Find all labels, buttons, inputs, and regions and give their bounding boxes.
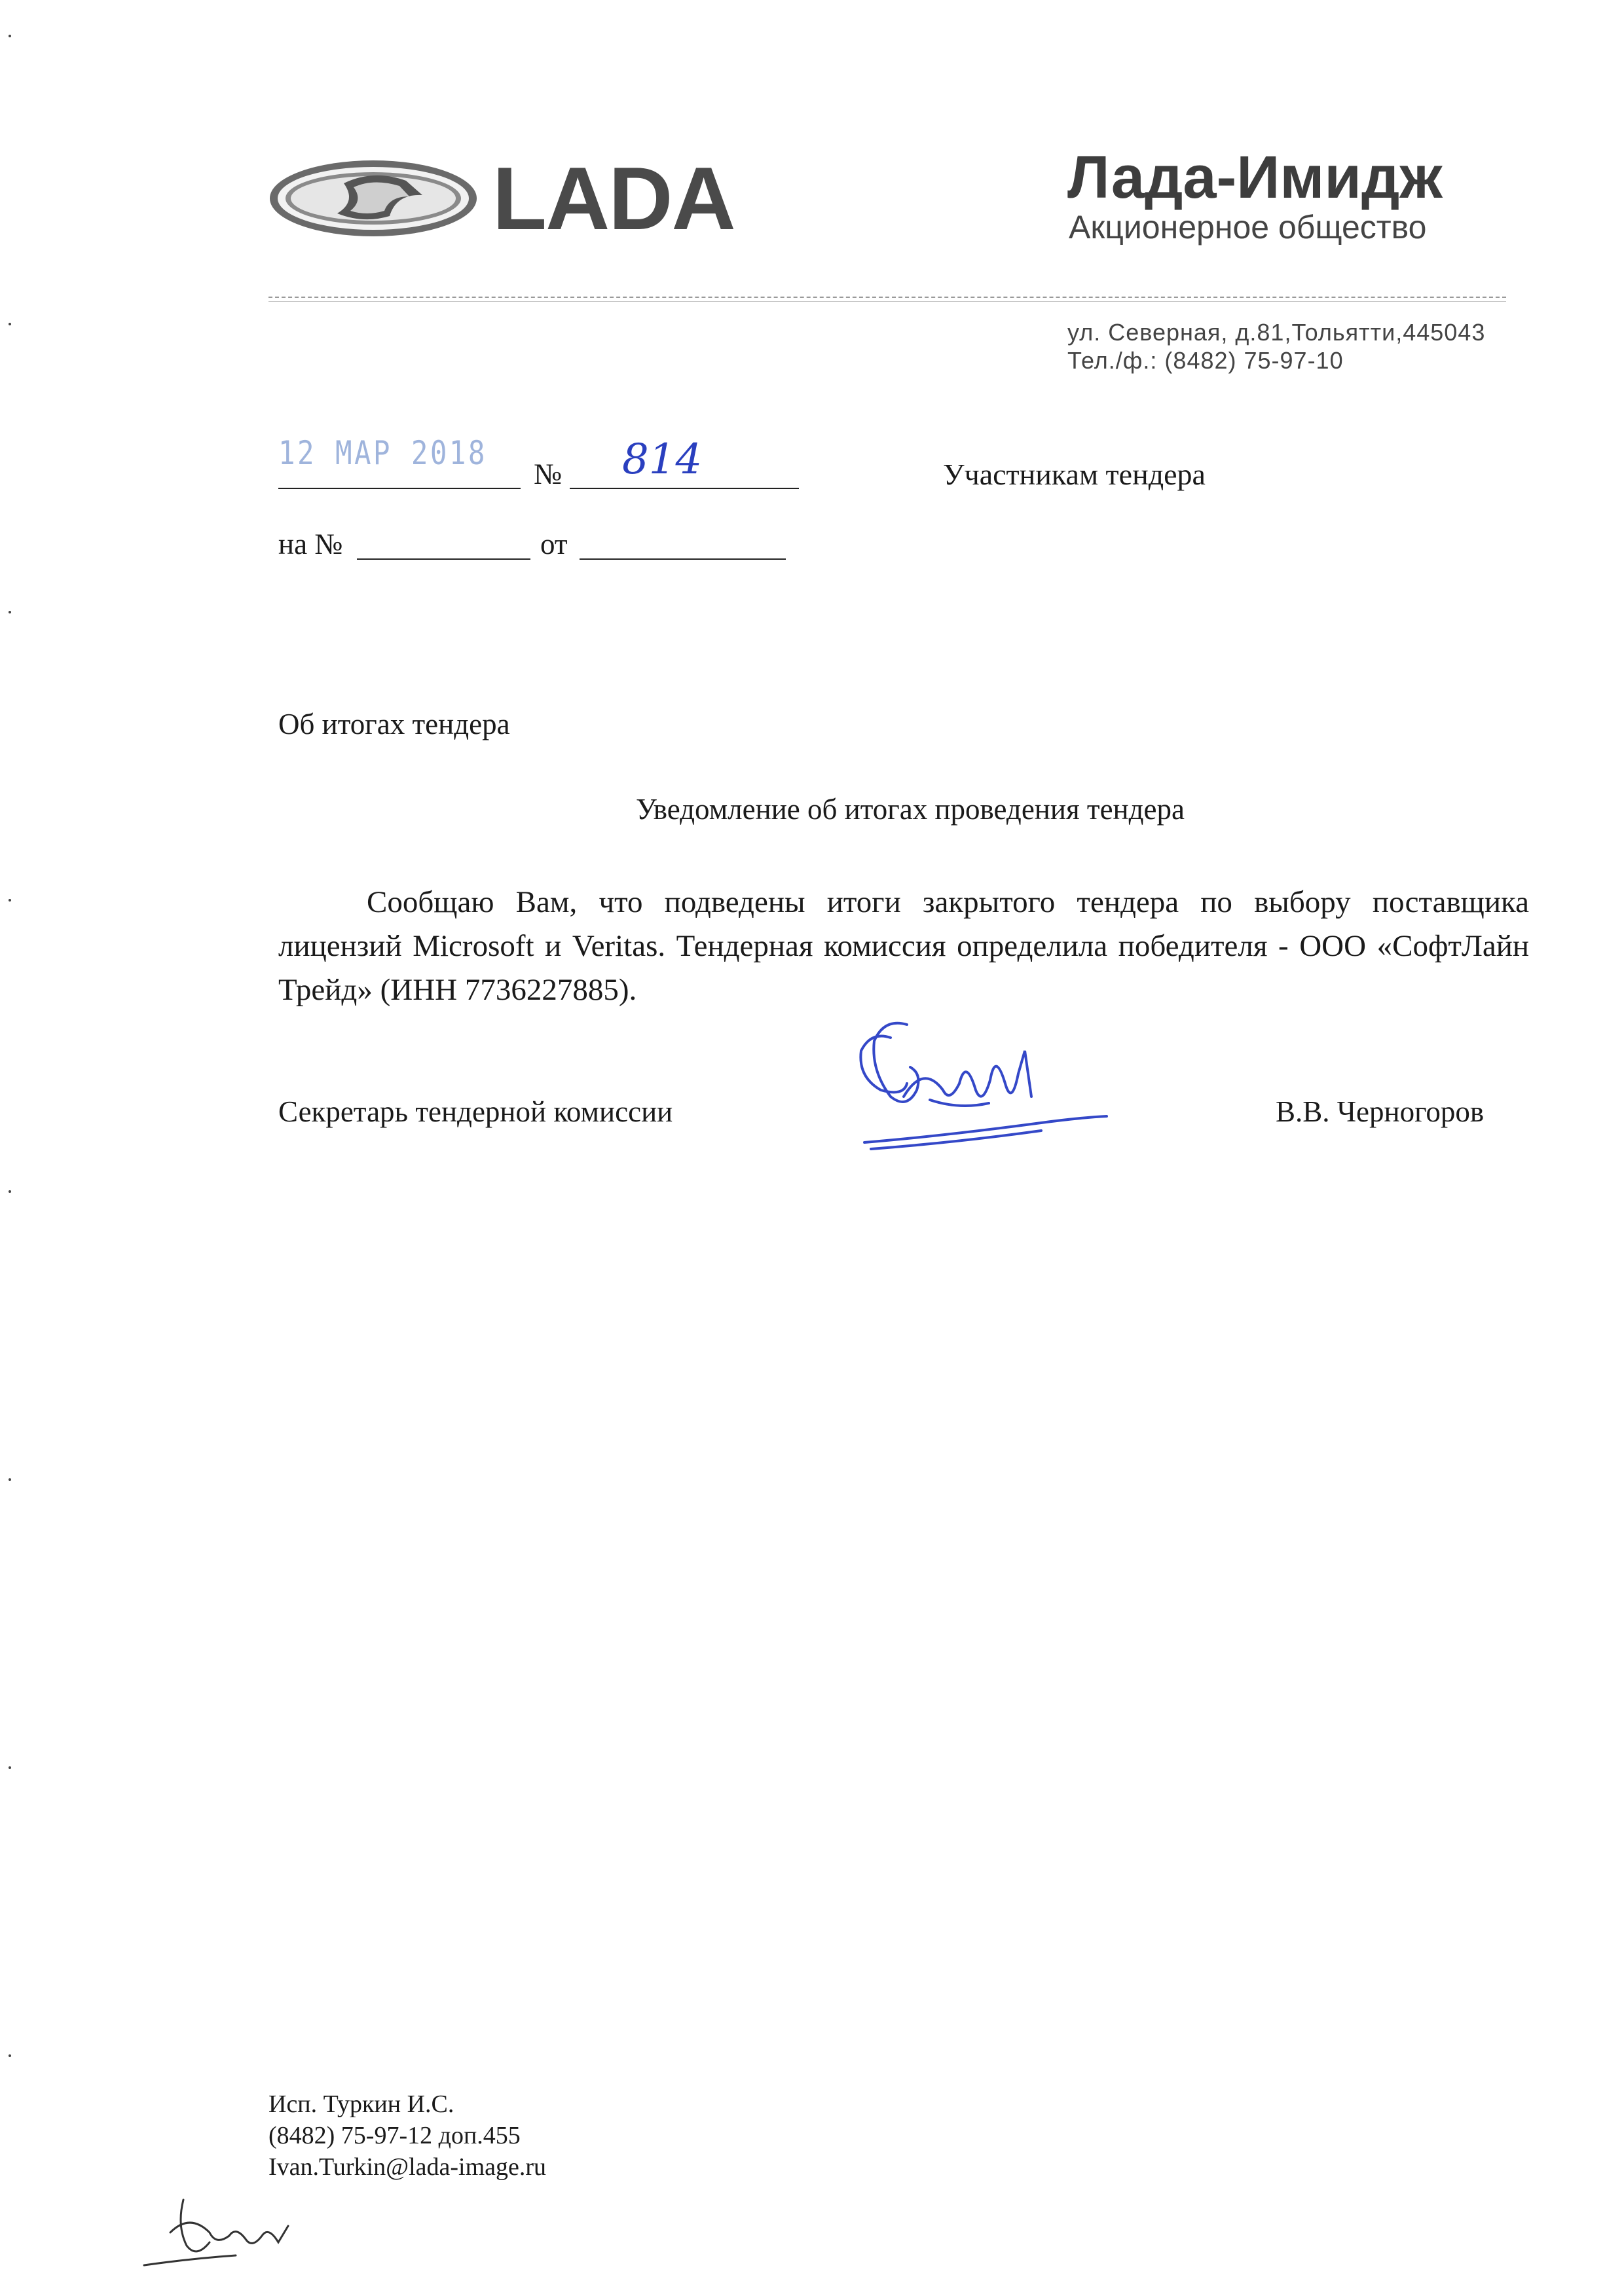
handwritten-signature [845, 1011, 1120, 1185]
company-phone: Тел./ф.: (8482) 75-97-10 [1067, 347, 1344, 374]
scan-mark [8, 1761, 12, 1765]
date-stamp: 12 МАР 2018 [278, 434, 487, 472]
executor-phone: (8482) 75-97-12 доп.455 [268, 2122, 521, 2149]
in-reply-from-label: от [540, 528, 568, 560]
signer-name: В.В. Черногоров [1276, 1095, 1485, 1128]
letter-subject: Об итогах тендера [278, 708, 510, 740]
company-type: Акционерное общество [1069, 209, 1427, 246]
executor-email: Ivan.Turkin@lada-image.ru [268, 2153, 547, 2181]
scan-mark [8, 29, 12, 33]
outgoing-number: 814 [622, 435, 703, 484]
executor-name: Исп. Туркин И.С. [268, 2090, 454, 2118]
scan-mark [8, 1473, 12, 1477]
signer-title: Секретарь тендерной комиссии [278, 1095, 673, 1128]
scan-mark [8, 2049, 12, 2053]
scan-mark [8, 606, 12, 610]
date-underline [278, 488, 521, 489]
in-reply-date-underline [580, 558, 786, 560]
executor-info [268, 2088, 546, 2183]
footer-initials-signature [131, 2187, 341, 2282]
scan-mark [8, 1185, 12, 1189]
scan-mark [8, 894, 12, 898]
scan-mark [8, 318, 12, 321]
company-name: Лада-Имидж [1067, 144, 1443, 211]
lada-logo-emblem [265, 156, 481, 244]
number-sign: № [534, 458, 562, 490]
lada-logo-text: LADA [492, 149, 735, 248]
letter-body: Сообщаю Вам, что подведены итоги закрытого тендера по выбору поставщика лицензий Microsoft и Veritas. Тендерная комиссия определила победителя - ООО «СофтЛайн Трейд» (ИНН 7736227885). [278, 885, 1529, 1007]
company-address: ул. Северная, д.81,Тольятти,445043 [1067, 319, 1486, 346]
number-underline [570, 488, 799, 489]
header-divider [268, 297, 1506, 298]
header-divider-thin [268, 301, 1506, 302]
in-reply-number-underline [357, 558, 530, 560]
in-reply-number-label: на № [278, 528, 343, 560]
letter-heading: Уведомление об итогах проведения тендера [636, 793, 1185, 826]
recipient: Участникам тендера [943, 458, 1206, 491]
